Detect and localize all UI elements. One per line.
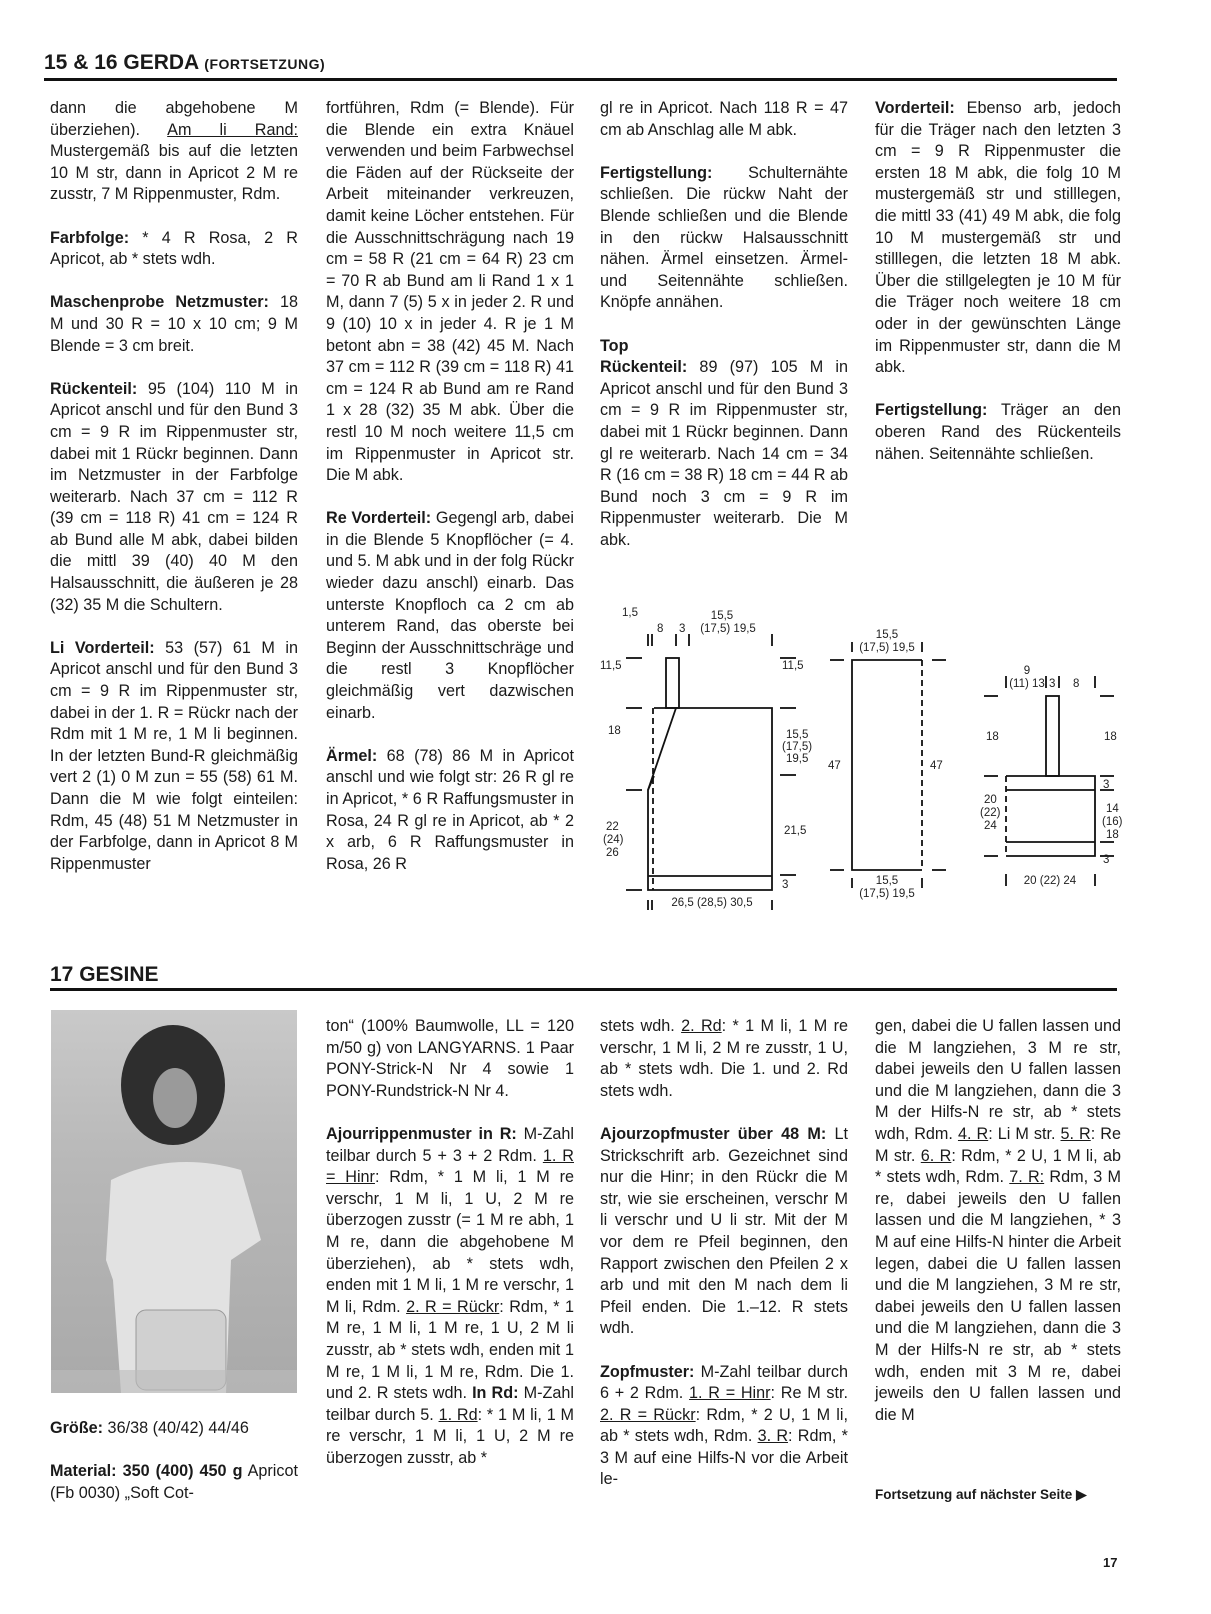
paragraph: dann die abgehobene M überziehen). Am li Rand: Mustergemäß bis auf die letzten 10 M str, dann in Apricot 2 M re zusstr, 7 M Rippenmuster, Rdm. — [50, 99, 298, 204]
svg-text:26,5 (28,5) 30,5: 26,5 (28,5) 30,5 — [671, 897, 753, 909]
front-piece-labels — [600, 607, 812, 909]
li-vorderteil-paragraph: Li Vorderteil: 53 (57) 61 M in Apricot anschl und für den Bund 3 cm = 9 R im Rippenmuster str, dabei in der 1. R = Rückr nach der Rdm mit 1 M re, 1 M li beginnen. In der letzten Bund-R gleichmäßig vert 2 (1) 0 M zun = 55 (58) 61 M. Dann die M wie folgt einteilen: Rdm, 45 (48) 51 M Netzmuster in der Farbfolge, dann in Apricot 8 M Rippenmuster — [50, 638, 298, 873]
svg-text:9: 9 — [1023, 665, 1031, 677]
svg-text:(17,5) 19,5: (17,5) 19,5 — [859, 888, 915, 900]
svg-text:8: 8 — [657, 623, 664, 635]
svg-text:11,5: 11,5 — [600, 660, 622, 672]
text-column-3 — [600, 98, 848, 551]
svg-text:18: 18 — [608, 725, 621, 737]
arrow-right-icon: ▶ — [1076, 1487, 1087, 1502]
section-heading-gesine — [50, 962, 1117, 991]
re-vorderteil-paragraph: Re Vorderteil: Gegengl arb, dabei in die Blende 5 Knopflöcher (= 4. und 5. M abk und in der folg Rückr wieder dazu anschl) einarb. Das unterste Knopfloch ca 2 cm ab unterem Rand, das oberste bei Beginn der Ausschnittschräge und die restl 3 Knopflöcher gleichmäßig vert dazwischen einarb. — [326, 509, 574, 722]
back-half-schematic — [830, 642, 946, 888]
svg-text:(11) 13: (11) 13 — [1009, 678, 1045, 690]
svg-text:(16): (16) — [1102, 816, 1123, 828]
fertigstellung-paragraph: Fertigstellung: Schulternähte schließen. Die rückw Naht der Blende schließen und die Blende in den rückw Halsausschnitt nähen. Ärmel einsetzen. Ärmel- und Seitennähte schließen. Knöpfe annähen. — [600, 163, 848, 312]
section-subtitle: (FORTSETZUNG) — [204, 56, 326, 72]
svg-text:22: 22 — [606, 821, 619, 833]
svg-text:(22): (22) — [980, 807, 1001, 819]
page-number: 17 — [1103, 1555, 1118, 1570]
section-title: 15 & 16 GERDA — [44, 51, 199, 74]
svg-text:20 (22) 24: 20 (22) 24 — [1023, 875, 1077, 887]
farbfolge-paragraph: Farbfolge: * 4 R Rosa, 2 R Apricot, ab * stets wdh. — [50, 228, 298, 269]
text-column-gesine-4 — [875, 1016, 1121, 1426]
rueckenteil-paragraph: Rückenteil: 95 (104) 110 M in Apricot anschl und für den Bund 3 cm = 9 R im Rippenmuster str, dabei mit 1 Rückr beginnen. Dann im Netzmuster in der Farbfolge weiterarb. Nach 37 cm = 112 R (39 cm = 118 R) 41 cm = 124 R ab Bund alle M abk, dabei bilden die mittl 39 (40) 40 M den Halsausschnitt, die äußeren je 28 (32) 35 M die Schultern. — [50, 379, 298, 614]
svg-text:47: 47 — [828, 760, 841, 772]
schematic-svg — [590, 600, 1130, 910]
svg-text:3: 3 — [679, 623, 686, 635]
svg-text:3: 3 — [1103, 854, 1110, 866]
section-title: 17 GESINE — [50, 963, 159, 986]
material-paragraph: Material: 350 (400) 450 g Apricot (Fb 0030) „Soft Cot- — [50, 1462, 298, 1502]
fertigstellung-paragraph: Fertigstellung: Träger an den oberen Rand des Rückenteils nähen. Seitennähte schließen. — [875, 401, 1121, 463]
text-column-2 — [326, 98, 574, 897]
vorderteil-paragraph: Vorderteil: Ebenso arb, jedoch für die Träger nach den letzten 3 cm = 9 R Rippenmuster die ersten 18 M abk, die folg 10 M mustergemäß str und stilllegen, die mittl 33 (41) 49 M abk, die folg 10 M mustergemäß str und stilllegen, die letzten 18 M abk. Über die stillgelegten je 10 M für die Träger noch weitere 18 cm oder in der gewünschten Länge im Rippenmuster str, dann die M abk. — [875, 99, 1121, 377]
svg-text:21,5: 21,5 — [784, 825, 807, 837]
svg-text:3: 3 — [782, 879, 789, 891]
svg-text:3: 3 — [1049, 678, 1056, 690]
svg-text:24: 24 — [984, 820, 997, 832]
svg-text:11,5: 11,5 — [782, 660, 804, 672]
svg-text:(24): (24) — [603, 834, 624, 846]
front-piece-schematic — [626, 634, 796, 910]
ajourzopfmuster-paragraph: Ajourzopfmuster über 48 M: Lt Strickschrift arb. Gezeichnet sind nur die Hinr; in den Rückr die M str, wie sie erscheinen, verschr M li verschr und U li str. Mit der M vor dem re Pfeil beginnen, den Rapport zwischen den Pfeilen 2 x arb und mit den M nach dem li Pfeil enden. Die 1.–12. R stets wdh. — [600, 1124, 849, 1338]
paragraph: ton“ (100% Baumwolle, LL = 120 m/50 g) von LANGYARNS. 1 Paar PONY-Strick-N Nr 4 sowie 1 PONY-Rundstrick-N Nr 4. — [326, 1017, 574, 1100]
svg-text:15,5: 15,5 — [710, 610, 734, 622]
top-rueckenteil-paragraph: Top Rückenteil: 89 (97) 105 M in Apricot anschl und für den Bund 3 cm = 9 R im Rippenmuster str, dabei mit 1 Rückr beginnen. Dann gl re weiterarb. Nach 14 cm = 34 R (16 cm = 38 R) 18 cm = 44 R ab Bund noch 3 cm = 9 R im Rippenmuster weiterarb. Die M abk. — [600, 336, 848, 549]
svg-text:19,5: 19,5 — [786, 753, 809, 765]
ajourrippenmuster-paragraph: Ajourrippenmuster in R: M-Zahl teilbar durch 5 + 3 + 2 Rdm. 1. R = Hinr: Rdm, * 1 M li, 1 M re verschr, 1 M li, 1 U, 2 M re überzogen zusstr (= 1 M re abh, 1 M re, dann die abgehobene M überziehen), ab * stets wdh, enden mit 1 M li, 1 M re verschr, 1 M li, Rdm. 2. R = Rückr: Rdm, * 1 M re, 1 M li, 1 M re, 1 U, 2 M li zusstr, ab * stets wdh, enden mit 1 M re, 1 M li, 1 M re, Rdm. Die 1. und 2. R stets wdh. In Rd: M-Zahl teilbar durch 5. 1. Rd: * 1 M li, 1 M re verschr, 1 M li, 1 U, 2 M re überzogen zusstr, ab * — [326, 1124, 575, 1467]
groesse-paragraph: Größe: 36/38 (40/42) 44/46 — [50, 1419, 249, 1437]
pattern-schematics — [590, 600, 1130, 910]
text-column-4 — [875, 98, 1121, 487]
svg-text:26: 26 — [606, 847, 619, 859]
svg-text:(17,5) 19,5: (17,5) 19,5 — [859, 642, 915, 654]
svg-text:47: 47 — [930, 760, 943, 772]
paragraph: fortführen, Rdm (= Blende). Für die Blende ein extra Knäuel verwenden und beim Farbwechsel die Fäden auf der Rückseite der Arbeit miteinander verkreuzen, damit keine Löcher entstehen. Für die Ausschnittschrägung nach 19 cm = 58 R (21 cm = 64 R) 23 cm = 70 R ab Bund am li Rand 1 x 1 M, dann 7 (5) 5 x in jeder 2. R und 9 (10) 10 x in jeder 4. R je 1 M betont abn = 38 (42) 45 M. Nach 37 cm = 112 R (39 cm = 118 R) 41 cm = 124 R ab Bund am re Rand 1 x 28 (32) 35 M abk. Über die restl 10 M noch weitere 11,5 cm im Rippenmuster in Apricot str. Die M abk. — [326, 99, 574, 485]
text-column-gesine-1 — [50, 1418, 298, 1504]
svg-text:15,5: 15,5 — [875, 629, 899, 641]
svg-text:3: 3 — [1103, 779, 1110, 791]
aermel-paragraph: Ärmel: 68 (78) 86 M in Apricot anschl und wie folgt str: 26 R gl re in Apricot, * 6 R Raffungsmuster in Rosa, 24 R gl re in Apricot, ab * 2 x arb, 6 R Raffungsmuster in Rosa, 26 R — [326, 746, 574, 873]
model-photo — [51, 1010, 297, 1393]
svg-text:14: 14 — [1106, 803, 1119, 815]
top-schematic — [984, 676, 1114, 886]
text-column-gesine-2 — [326, 1016, 574, 1469]
svg-text:(17,5): (17,5) — [782, 741, 813, 753]
svg-text:18: 18 — [1106, 829, 1119, 841]
paragraph: gen, dabei die U fallen lassen und die M langziehen, 3 M re str, dabei jeweils den U fallen lassen und die M langziehen, dann die 3 M der Hilfs-N re str, ab * stets wdh, Rdm. 4. R: Li M str. 5. R: Re M str. 6. R: Rdm, * 2 U, 1 M li, ab * stets wdh, Rdm. 7. R: Rdm, 3 M re, dabei jeweils den U fallen lassen und die M langziehen, * 3 M auf eine Hilfs-N hinter die Arbeit legen, dabei die U fallen lassen und die M langziehen, 3 M re str, dabei jeweils den U fallen lassen und die M langziehen, dann die 3 M der Hilfs-N re str, ab * stets wdh, enden mit 3 M re, dabei jeweils den U fallen lassen und die M — [875, 1017, 1122, 1424]
zopfmuster-paragraph: Zopfmuster: M-Zahl teilbar durch 6 + 2 Rdm. 1. R = Hinr: Re M str. 2. R = Rückr: Rdm, * 2 U, 1 M li, ab * stets wdh, Rdm. 3. R: Rdm, * 3 M auf eine Hilfs-N vor die Arbeit le- — [600, 1362, 848, 1489]
text-column-1 — [50, 98, 298, 897]
svg-text:18: 18 — [1104, 731, 1117, 743]
svg-text:8: 8 — [1073, 678, 1080, 690]
svg-text:(17,5) 19,5: (17,5) 19,5 — [700, 623, 756, 635]
maschenprobe-paragraph: Maschenprobe Netzmuster: 18 M und 30 R = 10 x 10 cm; 9 M Blende = 3 cm breit. — [50, 293, 298, 355]
svg-text:20: 20 — [984, 794, 997, 806]
photo-placeholder-graphic — [51, 1010, 297, 1393]
continue-label: Fortsetzung auf nächster Seite — [875, 1487, 1073, 1502]
svg-text:15,5: 15,5 — [786, 729, 809, 741]
paragraph: gl re in Apricot. Nach 118 R = 47 cm ab Anschlag alle M abk. — [600, 99, 848, 139]
paragraph: stets wdh. 2. Rd: * 1 M li, 1 M re verschr, 1 M li, 2 M re zusstr, 1 U, ab * stets wdh. Die 1. und 2. Rd stets wdh. — [600, 1017, 848, 1100]
svg-text:18: 18 — [986, 731, 999, 743]
svg-text:15,5: 15,5 — [875, 875, 899, 887]
section-heading-gerda — [44, 50, 1117, 81]
back-half-labels — [828, 629, 943, 900]
continue-next-page-link[interactable] — [875, 1487, 1086, 1503]
text-column-gesine-3 — [600, 1016, 848, 1491]
svg-text:1,5: 1,5 — [622, 607, 638, 619]
